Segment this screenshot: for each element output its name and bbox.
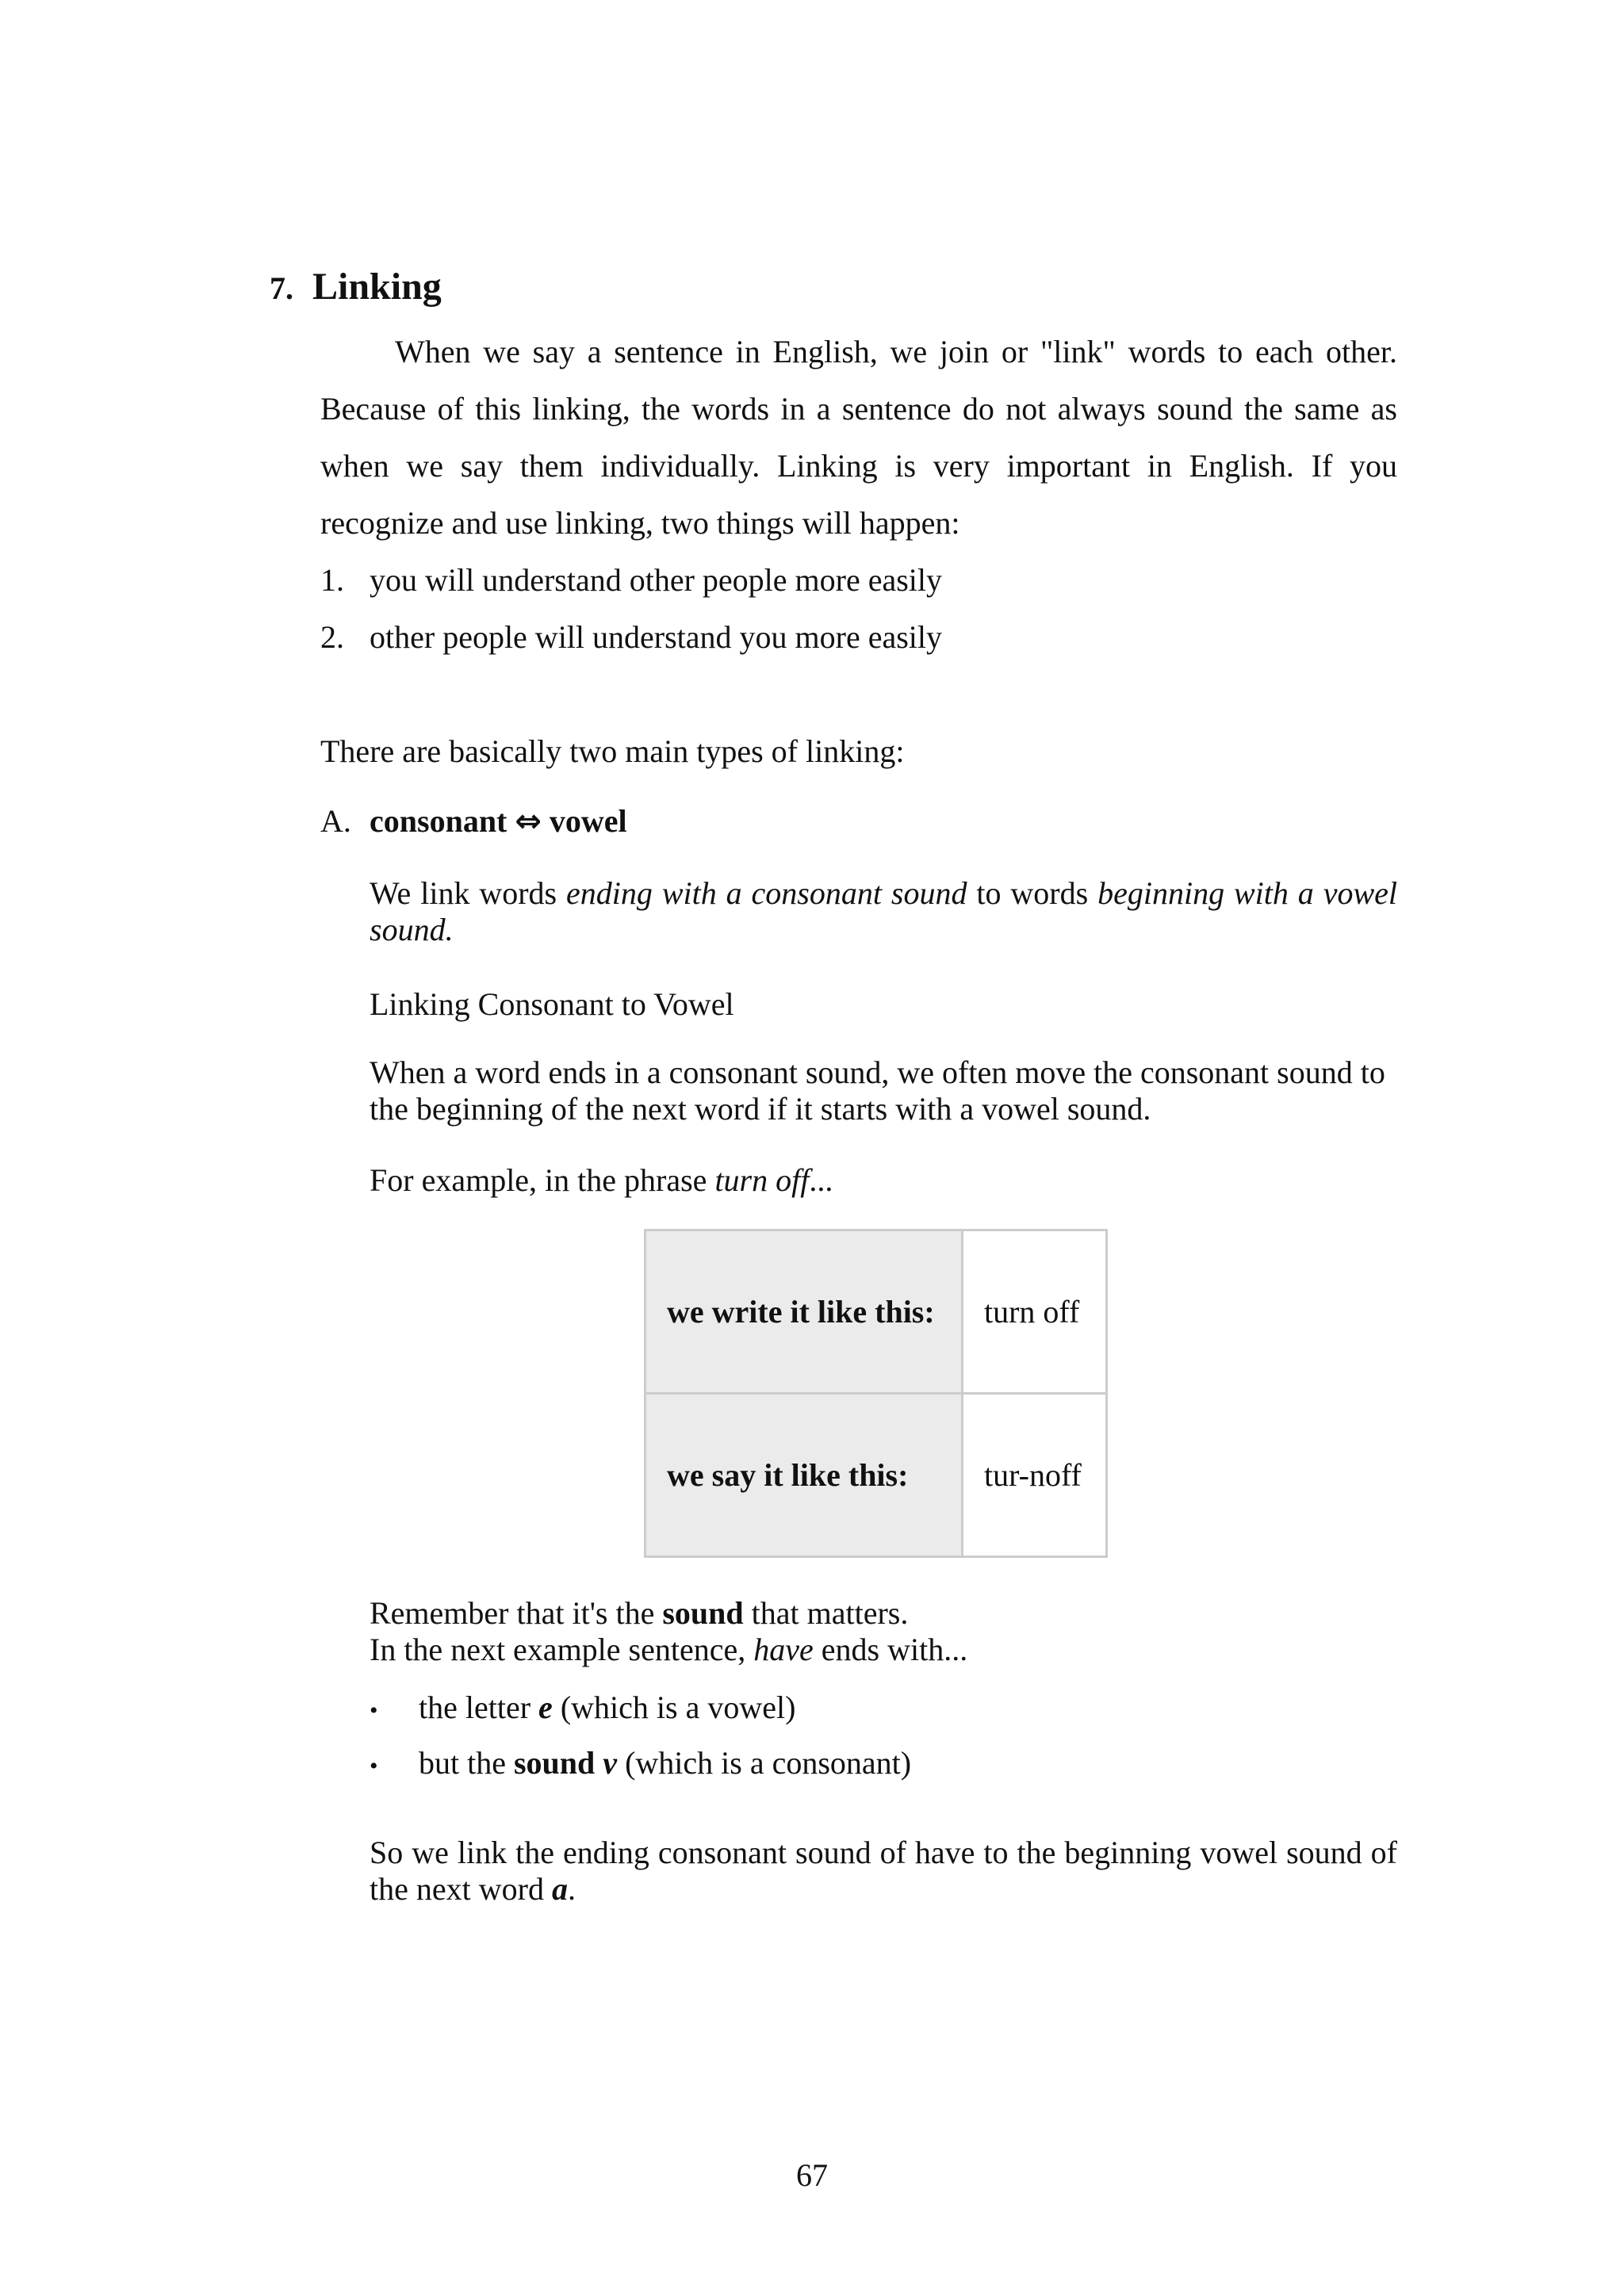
- bold-text: sound: [662, 1595, 744, 1631]
- bold-text: sound: [513, 1745, 596, 1781]
- bullet-item: [370, 1689, 795, 1726]
- type-a-letter: A.: [320, 803, 351, 839]
- emphasis: have: [753, 1632, 814, 1667]
- text-run: So we link the ending consonant sound of have to the beginning vowel sound of the next word: [370, 1835, 1397, 1907]
- intro-line-4: recognize and use linking, two things will happen:: [320, 505, 960, 541]
- page-number: 67: [796, 2157, 828, 2193]
- text-run: In the next example sentence,: [370, 1632, 754, 1667]
- type-a-left: consonant: [370, 803, 508, 839]
- emphasis: a: [551, 1871, 568, 1907]
- text-run: but the: [419, 1745, 514, 1781]
- table-value-cell: tur-noff: [963, 1394, 1107, 1557]
- intro-line-2: Because of this linking, the words in a sentence do not always sound the same as: [320, 391, 1397, 427]
- text-run: that matters.: [743, 1595, 909, 1631]
- emphasis: v: [603, 1745, 618, 1781]
- text-run: Remember that it's the: [370, 1595, 663, 1631]
- emphasis: turn off: [714, 1162, 810, 1198]
- table-label-cell: we write it like this:: [645, 1230, 963, 1394]
- text-run: .: [567, 1871, 576, 1907]
- explanation-paragraph-1: [370, 875, 1397, 948]
- example-intro: [370, 1162, 1397, 1199]
- text-run: the letter: [419, 1689, 539, 1725]
- intro-line-1: When we say a sentence in English, we join or "link" words to each other.: [395, 334, 1397, 369]
- section-title: Linking: [312, 266, 442, 308]
- bullet-item: [370, 1744, 911, 1781]
- list-item: [320, 561, 942, 599]
- text-run: ends with...: [813, 1632, 968, 1667]
- text-run: ...: [809, 1162, 833, 1198]
- conclusion-paragraph: [370, 1835, 1397, 1908]
- list-text: other people will understand you more easily: [370, 619, 943, 655]
- section-heading: [270, 265, 442, 308]
- text-run: to words: [967, 875, 1098, 911]
- subheading: Linking Consonant to Vowel: [370, 986, 734, 1022]
- list-number: 2.: [320, 619, 344, 655]
- text-run: We link words: [370, 875, 567, 911]
- table-value-cell: turn off: [963, 1230, 1107, 1394]
- emphasis: ending with a consonant sound: [566, 875, 967, 911]
- emphasis: e: [538, 1689, 553, 1725]
- bullet-icon: •: [370, 1752, 378, 1779]
- type-a-right: vowel: [549, 803, 627, 839]
- explanation-paragraph-2: When a word ends in a consonant sound, we often move the consonant sound to the beginning of the next word if it starts with a vowel sound.: [370, 1054, 1385, 1127]
- example-table: [644, 1229, 1108, 1558]
- text-run: (which is a vowel): [552, 1689, 796, 1725]
- table-row: [645, 1230, 1107, 1394]
- text-run: (which is a consonant): [617, 1745, 912, 1781]
- type-a-heading: [320, 802, 627, 840]
- table-row: [645, 1394, 1107, 1557]
- emphasis: beginning with a vowel sound.: [370, 875, 1398, 947]
- list-number: 1.: [320, 562, 344, 598]
- section-number: 7.: [270, 270, 293, 306]
- bidirectional-arrow-icon: ⇔: [515, 803, 542, 840]
- intro-line-3: when we say them individually. Linking is very important in English. If you: [320, 448, 1397, 484]
- remember-paragraph: [370, 1595, 1397, 1668]
- list-item: [320, 618, 942, 656]
- table-label-cell: we say it like this:: [645, 1394, 963, 1557]
- list-text: you will understand other people more easily: [370, 562, 943, 598]
- bullet-icon: •: [370, 1697, 378, 1724]
- text-run: For example, in the phrase: [370, 1162, 715, 1198]
- types-intro: There are basically two main types of linking:: [320, 733, 905, 769]
